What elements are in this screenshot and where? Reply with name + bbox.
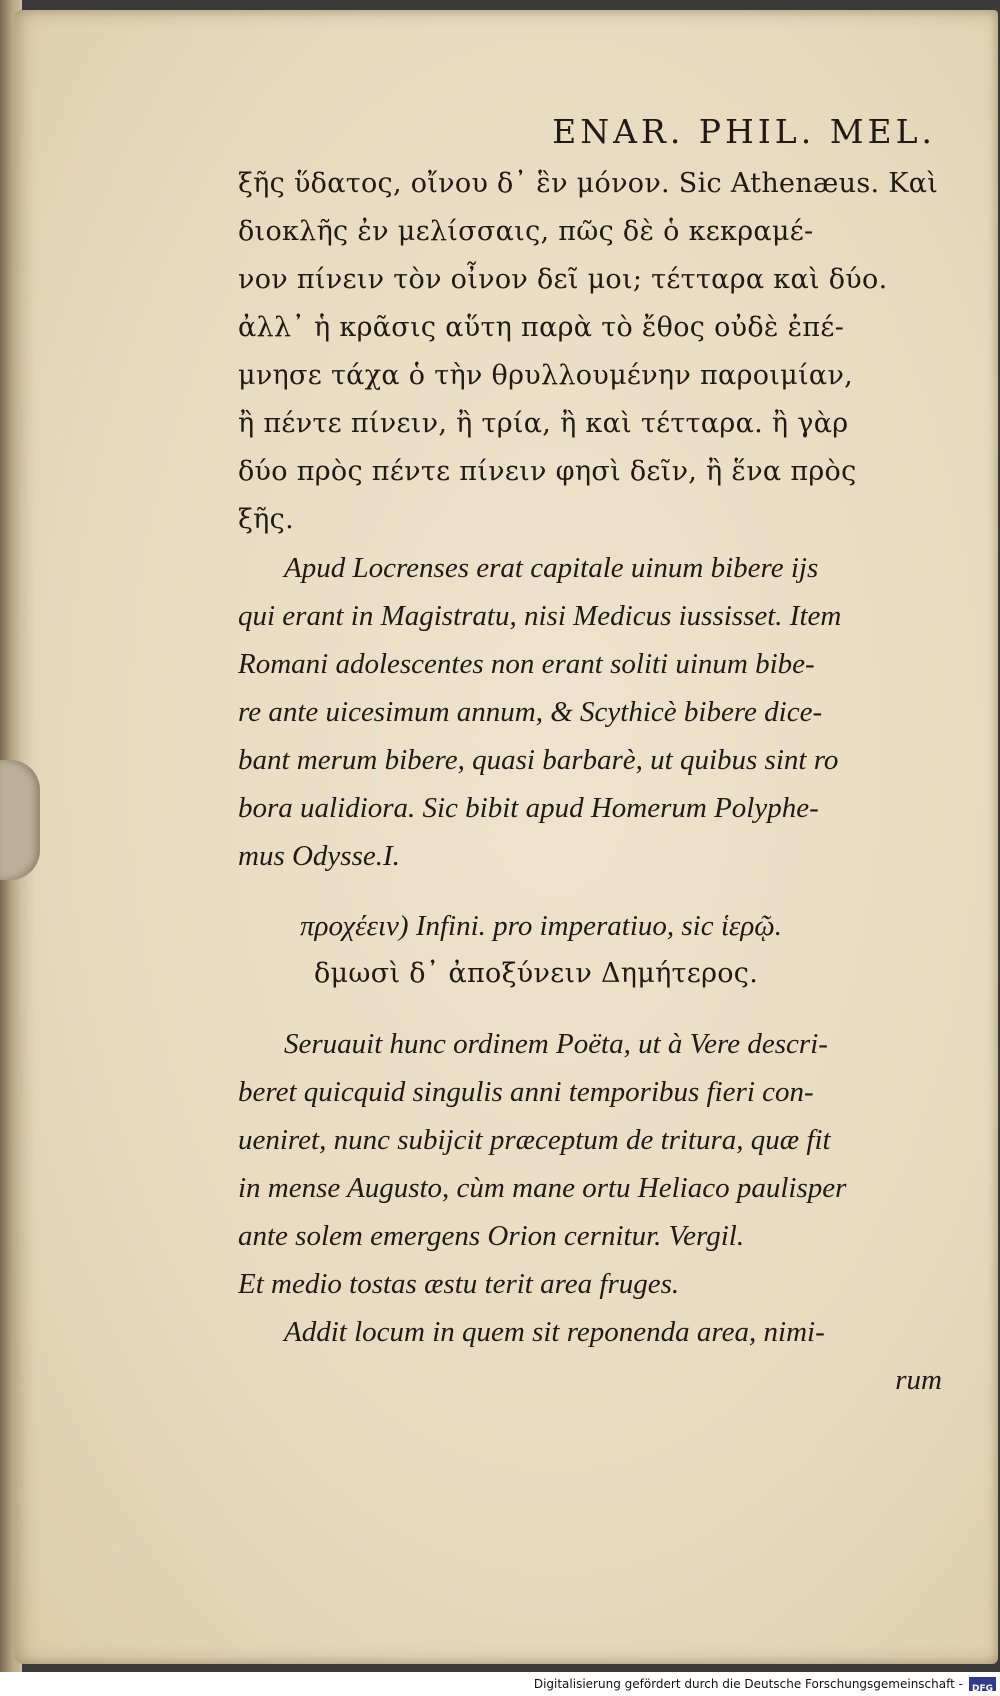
- text-line: in mense Augusto, cùm mane ortu Heliaco paulisper: [238, 1172, 847, 1204]
- text-line: Romani adolescentes non erant soliti uinum bibe-: [238, 648, 815, 680]
- text-line: ἢ πέντε πίνειν, ἢ τρία, ἢ καὶ τέτταρα. ἢ γὰρ: [238, 408, 849, 439]
- text-line: mus Odysse.I.: [238, 840, 400, 872]
- text-line: ἀλλ᾽ ἡ κρᾶσις αὕτη παρὰ τὸ ἔθος οὐδὲ ἐπέ-: [238, 312, 845, 343]
- text-line: qui erant in Magistratu, nisi Medicus iussisset. Item: [238, 600, 842, 632]
- text-line: προχέειν) Infini. pro imperatiuo, sic ἱερῷ.: [300, 910, 782, 942]
- line-gap: [238, 998, 948, 1020]
- running-head: ENAR. PHIL. MEL.: [552, 112, 936, 151]
- text-line: μνησε τάχα ὁ τὴν θρυλλουμένην παροιμίαν,: [238, 360, 854, 391]
- text-line: νον πίνειν τὸν οἶνον δεῖ μοι; τέτταρα καὶ δύο.: [238, 264, 888, 295]
- text-line: ueniret, nunc subijcit præceptum de tritura, quæ fit: [238, 1124, 831, 1156]
- text-line: Apud Locrenses erat capitale uinum bibere ijs: [284, 552, 819, 584]
- text-lines: [238, 160, 948, 1404]
- text-line: δύο πρὸς πέντε πίνειν φησὶ δεῖν, ἢ ἕνα πρὸς: [238, 456, 857, 487]
- footer-credit: Digitalisierung gefördert durch die Deutsche Forschungsgemeinschaft -: [533, 1677, 963, 1691]
- text-line: Seruauit hunc ordinem Poëta, ut à Vere descri-: [284, 1028, 828, 1060]
- page-clasp: [0, 760, 40, 880]
- line-gap: [238, 880, 948, 902]
- text-line: ξῆς.: [238, 504, 294, 535]
- digitization-footer: [0, 1672, 1000, 1696]
- text-line: rum: [895, 1364, 942, 1396]
- text-line: ante solem emergens Orion cernitur. Vergil.: [238, 1220, 745, 1252]
- dfg-logo: DFG: [969, 1677, 996, 1691]
- text-line: beret quicquid singulis anni temporibus fieri con-: [238, 1076, 814, 1108]
- page-text: [238, 108, 948, 1404]
- text-line: διοκλῆς ἐν μελίσσαις, πῶς δὲ ὁ κεκραμέ-: [238, 216, 814, 247]
- text-line: Addit locum in quem sit reponenda area, nimi-: [284, 1316, 825, 1348]
- text-line: bant merum bibere, quasi barbarè, ut quibus sint ro: [238, 744, 839, 776]
- text-line: ξῆς ὕδατος, οἴνου δ᾽ ἓν μόνον. Sic Athenæus. Καὶ: [238, 168, 939, 199]
- text-line: re ante uicesimum annum, & Scythicè bibere dice-: [238, 696, 823, 728]
- text-line: bora ualidiora. Sic bibit apud Homerum Polyphe-: [238, 792, 819, 824]
- text-line: Et medio tostas æstu terit area fruges.: [238, 1268, 680, 1300]
- text-line: δμωσὶ δ᾽ ἀποξύνειν Δημήτερος.: [314, 958, 759, 989]
